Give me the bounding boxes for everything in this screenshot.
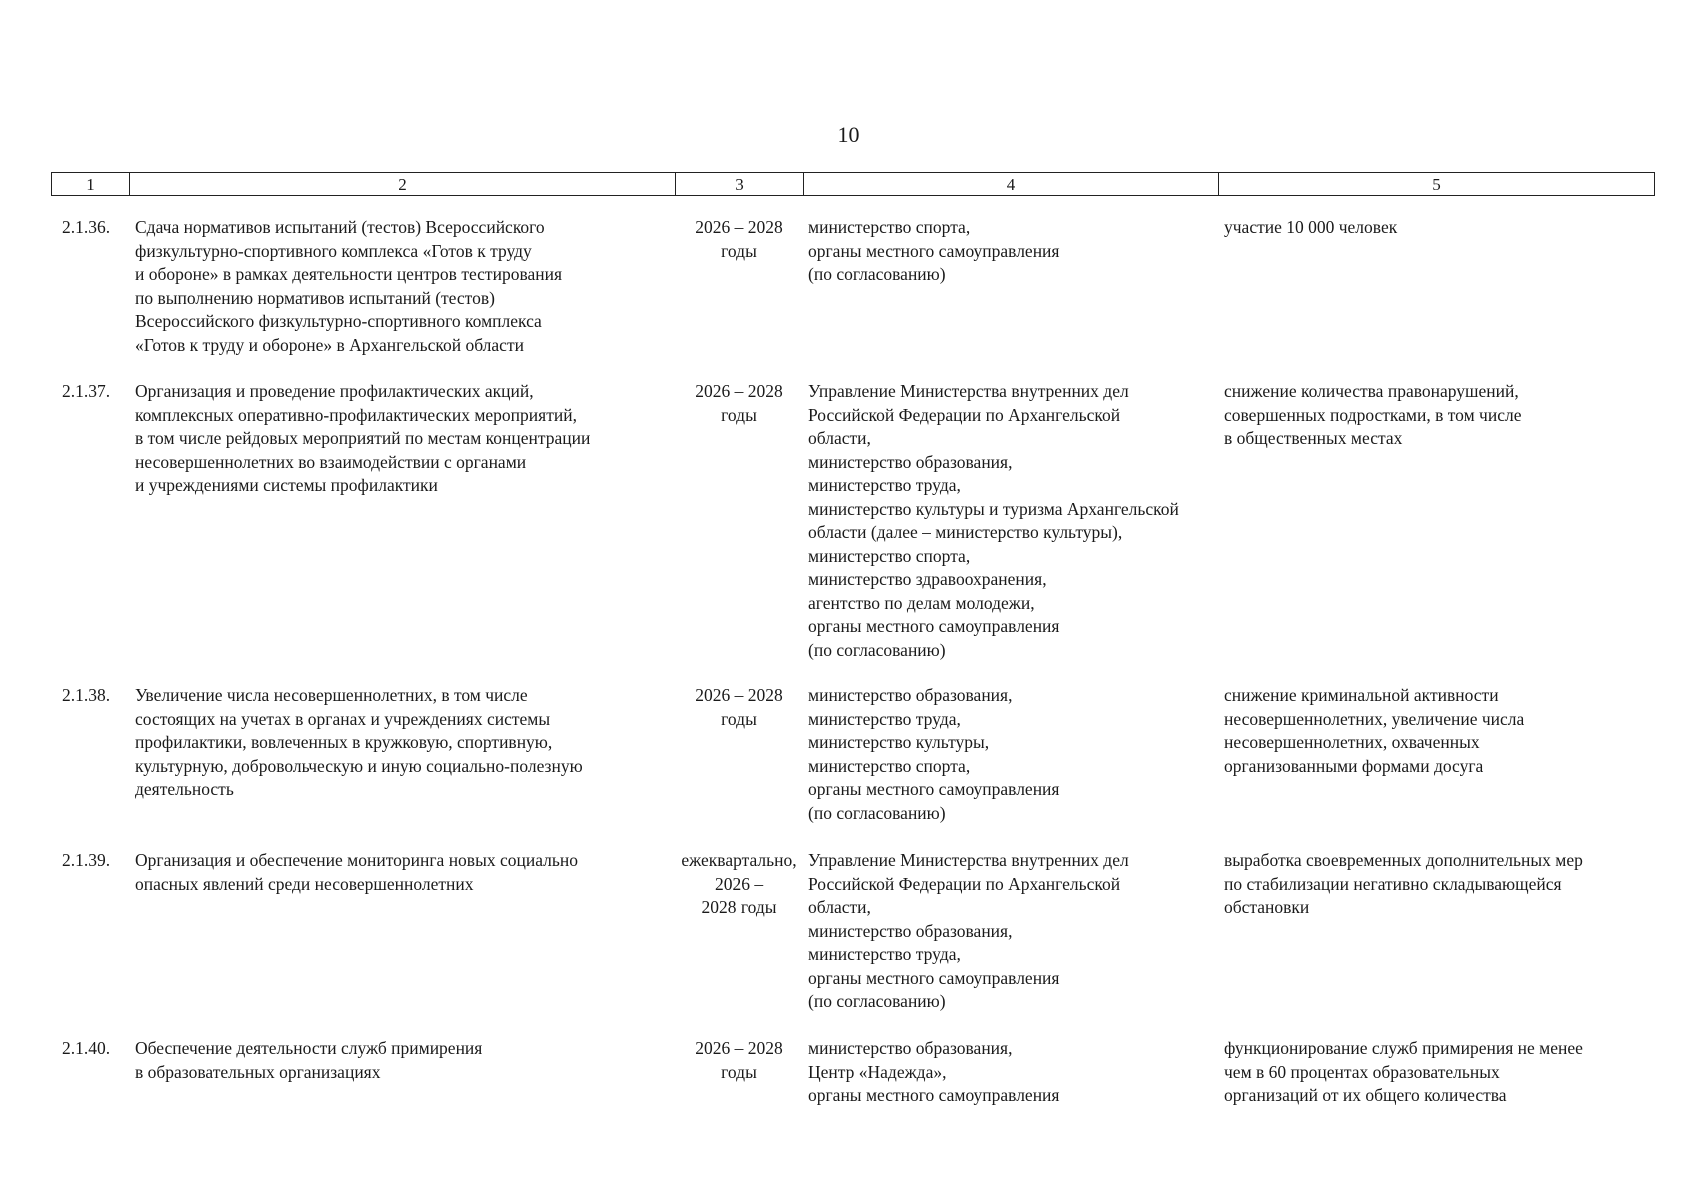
row-executors: министерство образования, министерство труда, министерство культуры, министерство спорта, органы местного самоуправления (по согласованию) bbox=[808, 685, 1060, 823]
row-number: 2.1.40. bbox=[62, 1038, 111, 1058]
column-header-row bbox=[51, 172, 1655, 196]
page-number: 10 bbox=[837, 122, 860, 147]
row-description: Увеличение числа несовершеннолетних, в том числе состоящих на учетах в органах и учреждениях системы профилактики, вовлеченных в кружковую, спортивную, культурную, добровольческую и иную социально-полезную деятельность bbox=[135, 685, 583, 799]
row-number: 2.1.37. bbox=[62, 381, 111, 401]
row-result: выработка своевременных дополнительных мер по стабилизации негативно складывающейся обстановки bbox=[1224, 850, 1583, 917]
row-description: Организация и проведение профилактических акций, комплексных оперативно-профилактических мероприятий, в том числе рейдовых мероприятий по местам концентрации несовершеннолетних во взаимодействии с органами и учреждениями системы профилактики bbox=[135, 381, 591, 495]
column-header-4: 4 bbox=[804, 173, 1219, 196]
row-number: 2.1.36. bbox=[62, 217, 111, 237]
column-header-3: 3 bbox=[676, 173, 804, 196]
row-description: Обеспечение деятельности служб примирения в образовательных организациях bbox=[135, 1038, 483, 1082]
row-period: 2026 – 2028 годы bbox=[695, 217, 783, 261]
row-period: ежеквартально, 2026 – 2028 годы bbox=[681, 850, 797, 917]
row-executors: министерство образования, Центр «Надежда», органы местного самоуправления bbox=[808, 1038, 1060, 1105]
row-executors: Управление Министерства внутренних дел Российской Федерации по Архангельской области, министерство образования, министерство труда, министерство культуры и туризма Архангельской области (далее – министерство культуры), министерство спорта, министерство здравоохранения, агентство по делам молодежи, органы местного самоуправления (по согласованию) bbox=[808, 381, 1179, 660]
row-result: снижение криминальной активности несовершеннолетних, увеличение числа несовершеннолетних, охваченных организованными формами досуга bbox=[1224, 685, 1525, 776]
column-header-1: 1 bbox=[52, 173, 130, 196]
row-number: 2.1.39. bbox=[62, 850, 111, 870]
row-result: снижение количества правонарушений, совершенных подростками, в том числе в общественных местах bbox=[1224, 381, 1522, 448]
row-description: Организация и обеспечение мониторинга новых социально опасных явлений среди несовершеннолетних bbox=[135, 850, 578, 894]
row-period: 2026 – 2028 годы bbox=[695, 1038, 783, 1082]
row-description: Сдача нормативов испытаний (тестов) Всероссийского физкультурно-спортивного комплекса «Готов к труду и обороне» в рамках деятельности центров тестирования по выполнению нормативов испытаний (тестов) Всероссийского физкультурно-спортивного комплекса «Готов к труду и обороне» в Архангельской области bbox=[135, 217, 563, 355]
row-period: 2026 – 2028 годы bbox=[695, 381, 783, 425]
row-result: участие 10 000 человек bbox=[1224, 217, 1398, 237]
column-header-5: 5 bbox=[1219, 173, 1655, 196]
row-executors: Управление Министерства внутренних дел Российской Федерации по Архангельской области, министерство образования, министерство труда, органы местного самоуправления (по согласованию) bbox=[808, 850, 1129, 1011]
row-number: 2.1.38. bbox=[62, 685, 111, 705]
row-executors: министерство спорта, органы местного самоуправления (по согласованию) bbox=[808, 217, 1060, 284]
row-result: функционирование служб примирения не менее чем в 60 процентах образовательных организаций от их общего количества bbox=[1224, 1038, 1583, 1105]
row-period: 2026 – 2028 годы bbox=[695, 685, 783, 729]
column-header-2: 2 bbox=[130, 173, 676, 196]
